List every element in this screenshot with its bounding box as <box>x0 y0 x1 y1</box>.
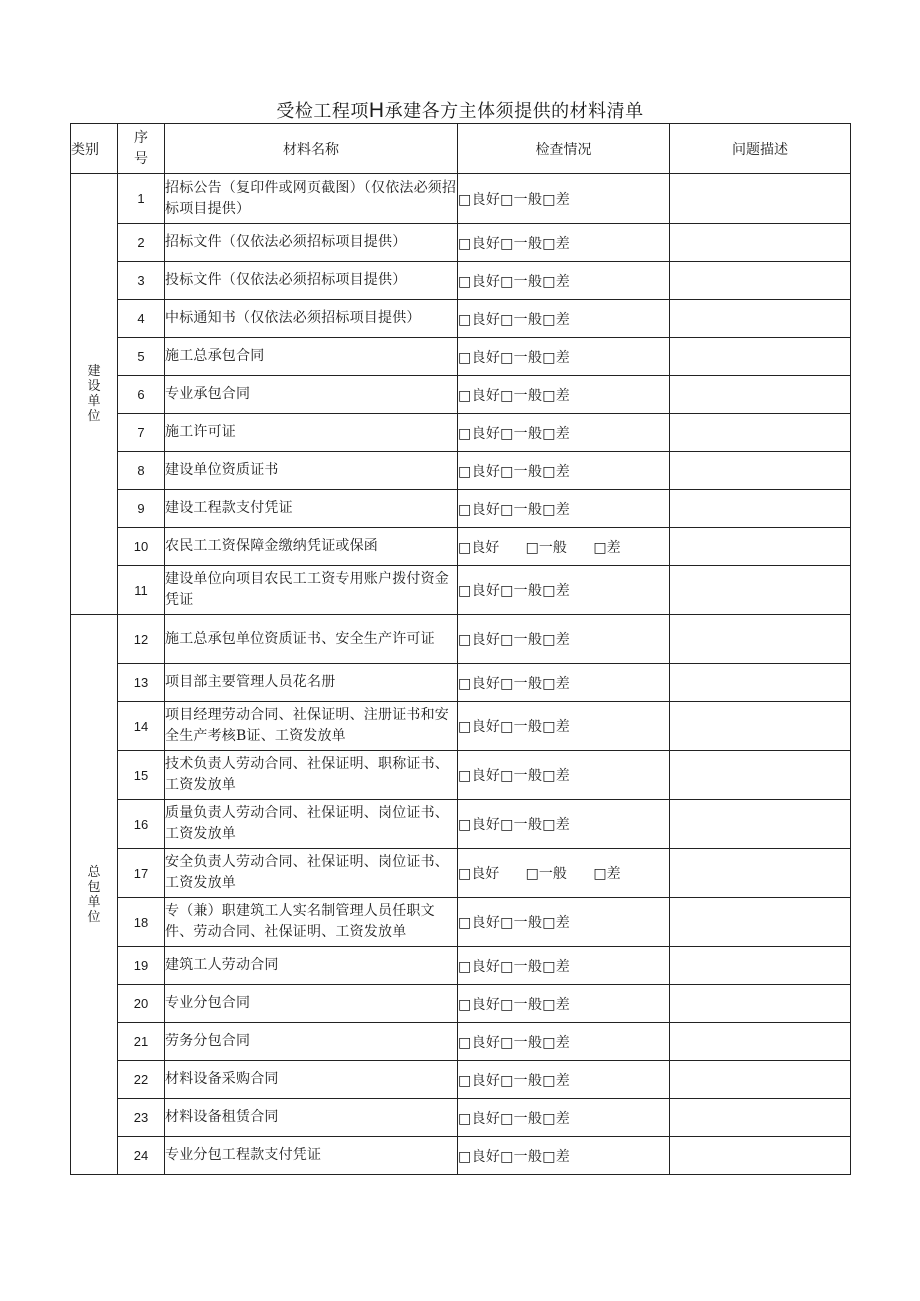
issue-description[interactable] <box>670 490 851 528</box>
material-name: 劳务分包合同 <box>165 1023 458 1061</box>
row-number: 18 <box>118 898 165 947</box>
table-body <box>71 174 851 1175</box>
table-row <box>71 338 851 376</box>
material-name: 施工许可证 <box>165 414 458 452</box>
check-status[interactable]: □良好□一般□差 <box>458 615 670 664</box>
issue-description[interactable] <box>670 800 851 849</box>
material-name: 招标公告（复印件或网页截图）（仅依法必须招标项目提供） <box>165 174 458 224</box>
table-row <box>71 615 851 664</box>
material-name: 施工总承包单位资质证书、安全生产许可证 <box>165 615 458 664</box>
row-number: 20 <box>118 985 165 1023</box>
table-row <box>71 224 851 262</box>
issue-description[interactable] <box>670 1061 851 1099</box>
row-number: 21 <box>118 1023 165 1061</box>
table-row <box>71 664 851 702</box>
page-title <box>70 97 850 123</box>
row-number: 9 <box>118 490 165 528</box>
material-name: 中标通知书（仅依法必须招标项目提供） <box>165 300 458 338</box>
row-number: 10 <box>118 528 165 566</box>
issue-description[interactable] <box>670 1099 851 1137</box>
check-status[interactable]: □良好□一般□差 <box>458 664 670 702</box>
check-status[interactable]: □良好□一般□差 <box>458 300 670 338</box>
title-text-right: 承建各方主体须提供的材料清单 <box>384 101 644 122</box>
row-number: 4 <box>118 300 165 338</box>
check-status[interactable]: □良好□一般□差 <box>458 452 670 490</box>
table-row <box>71 985 851 1023</box>
issue-description[interactable] <box>670 174 851 224</box>
issue-description[interactable] <box>670 1023 851 1061</box>
header-name: 材料名称 <box>165 124 458 174</box>
check-status[interactable]: □良好□一般□差 <box>458 800 670 849</box>
check-status[interactable]: □良好□一般□差 <box>458 1099 670 1137</box>
issue-description[interactable] <box>670 985 851 1023</box>
row-number: 19 <box>118 947 165 985</box>
issue-description[interactable] <box>670 751 851 800</box>
check-status[interactable]: □良好□一般□差 <box>458 338 670 376</box>
check-status[interactable]: □良好□一般□差 <box>458 224 670 262</box>
issue-description[interactable] <box>670 300 851 338</box>
material-name: 建设单位资质证书 <box>165 452 458 490</box>
table-row <box>71 414 851 452</box>
check-status[interactable]: □良好□一般□差 <box>458 262 670 300</box>
check-status[interactable]: □良好□一般□差 <box>458 702 670 751</box>
issue-description[interactable] <box>670 898 851 947</box>
issue-description[interactable] <box>670 615 851 664</box>
table-row <box>71 947 851 985</box>
table-row <box>71 800 851 849</box>
table-row <box>71 528 851 566</box>
row-number: 14 <box>118 702 165 751</box>
check-status[interactable]: □良好□一般□差 <box>458 947 670 985</box>
row-number: 13 <box>118 664 165 702</box>
row-number: 8 <box>118 452 165 490</box>
material-name: 技术负责人劳动合同、社保证明、职称证书、工资发放单 <box>165 751 458 800</box>
table-row <box>71 452 851 490</box>
material-name: 专业分包合同 <box>165 985 458 1023</box>
row-number: 11 <box>118 566 165 615</box>
material-name: 安全负责人劳动合同、社保证明、岗位证书、工资发放单 <box>165 849 458 898</box>
check-status[interactable]: □良好□一般□差 <box>458 985 670 1023</box>
check-status[interactable]: □良好□一般□差 <box>458 414 670 452</box>
title-text-left: 受检工程项 <box>276 101 369 122</box>
issue-description[interactable] <box>670 262 851 300</box>
table-row <box>71 490 851 528</box>
issue-description[interactable] <box>670 376 851 414</box>
check-status[interactable]: □良好□一般□差 <box>458 1061 670 1099</box>
material-name: 质量负责人劳动合同、社保证明、岗位证书、工资发放单 <box>165 800 458 849</box>
header-check: 检查情况 <box>458 124 670 174</box>
row-number: 1 <box>118 174 165 224</box>
material-name: 建设工程款支付凭证 <box>165 490 458 528</box>
row-number: 7 <box>118 414 165 452</box>
table-row <box>71 1023 851 1061</box>
issue-description[interactable] <box>670 414 851 452</box>
header-row <box>71 124 851 174</box>
row-number: 5 <box>118 338 165 376</box>
check-status[interactable]: □良好□一般□差 <box>458 174 670 224</box>
material-name: 材料设备租赁合同 <box>165 1099 458 1137</box>
material-name: 施工总承包合同 <box>165 338 458 376</box>
issue-description[interactable] <box>670 1137 851 1175</box>
table-row <box>71 1137 851 1175</box>
category-cell <box>71 615 118 1175</box>
row-number: 24 <box>118 1137 165 1175</box>
materials-table <box>70 123 851 1175</box>
issue-description[interactable] <box>670 338 851 376</box>
check-status[interactable]: □良好□一般□差 <box>458 898 670 947</box>
row-number: 22 <box>118 1061 165 1099</box>
header-issue: 问题描述 <box>670 124 851 174</box>
table-row <box>71 300 851 338</box>
material-name: 专（兼）职建筑工人实名制管理人员任职文件、劳动合同、社保证明、工资发放单 <box>165 898 458 947</box>
table-row <box>71 1099 851 1137</box>
header-no: 序号 <box>118 124 165 174</box>
category-label: 总包单位 <box>87 864 101 925</box>
header-category: 类别 <box>71 124 118 174</box>
row-number: 15 <box>118 751 165 800</box>
check-status[interactable]: □良好□一般□差 <box>458 751 670 800</box>
row-number: 2 <box>118 224 165 262</box>
row-number: 3 <box>118 262 165 300</box>
table-row <box>71 898 851 947</box>
check-status[interactable]: □良好□一般□差 <box>458 1137 670 1175</box>
table-row <box>71 376 851 414</box>
issue-description[interactable] <box>670 452 851 490</box>
title-text-letter: H <box>368 99 385 122</box>
material-name: 建设单位向项目农民工工资专用账户拨付资金凭证 <box>165 566 458 615</box>
issue-description[interactable] <box>670 566 851 615</box>
table-row <box>71 702 851 751</box>
material-name: 专业承包合同 <box>165 376 458 414</box>
row-number: 16 <box>118 800 165 849</box>
material-name: 招标文件（仅依法必须招标项目提供） <box>165 224 458 262</box>
issue-description[interactable] <box>670 702 851 751</box>
material-name: 项目部主要管理人员花名册 <box>165 664 458 702</box>
table-row <box>71 751 851 800</box>
check-status[interactable]: □良好□一般□差 <box>458 1023 670 1061</box>
category-label: 建设单位 <box>87 364 101 424</box>
issue-description[interactable] <box>670 528 851 566</box>
table-row <box>71 262 851 300</box>
row-number: 17 <box>118 849 165 898</box>
issue-description[interactable] <box>670 849 851 898</box>
issue-description[interactable] <box>670 224 851 262</box>
table-row <box>71 174 851 224</box>
table-row <box>71 849 851 898</box>
material-name: 建筑工人劳动合同 <box>165 947 458 985</box>
row-number: 12 <box>118 615 165 664</box>
material-name: 专业分包工程款支付凭证 <box>165 1137 458 1175</box>
row-number: 23 <box>118 1099 165 1137</box>
check-status[interactable]: □良好□一般□差 <box>458 376 670 414</box>
category-cell <box>71 174 118 615</box>
issue-description[interactable] <box>670 947 851 985</box>
table-row <box>71 1061 851 1099</box>
row-number: 6 <box>118 376 165 414</box>
issue-description[interactable] <box>670 664 851 702</box>
material-name: 投标文件（仅依法必须招标项目提供） <box>165 262 458 300</box>
material-name: 材料设备采购合同 <box>165 1061 458 1099</box>
material-name: 农民工工资保障金缴纳凭证或保函 <box>165 528 458 566</box>
table-row <box>71 566 851 615</box>
check-status[interactable]: □良好 □一般 □差 <box>458 528 670 566</box>
check-status[interactable]: □良好 □一般 □差 <box>458 849 670 898</box>
check-status[interactable]: □良好□一般□差 <box>458 490 670 528</box>
check-status[interactable]: □良好□一般□差 <box>458 566 670 615</box>
material-name: 项目经理劳动合同、社保证明、注册证书和安全生产考核B证、工资发放单 <box>165 702 458 751</box>
